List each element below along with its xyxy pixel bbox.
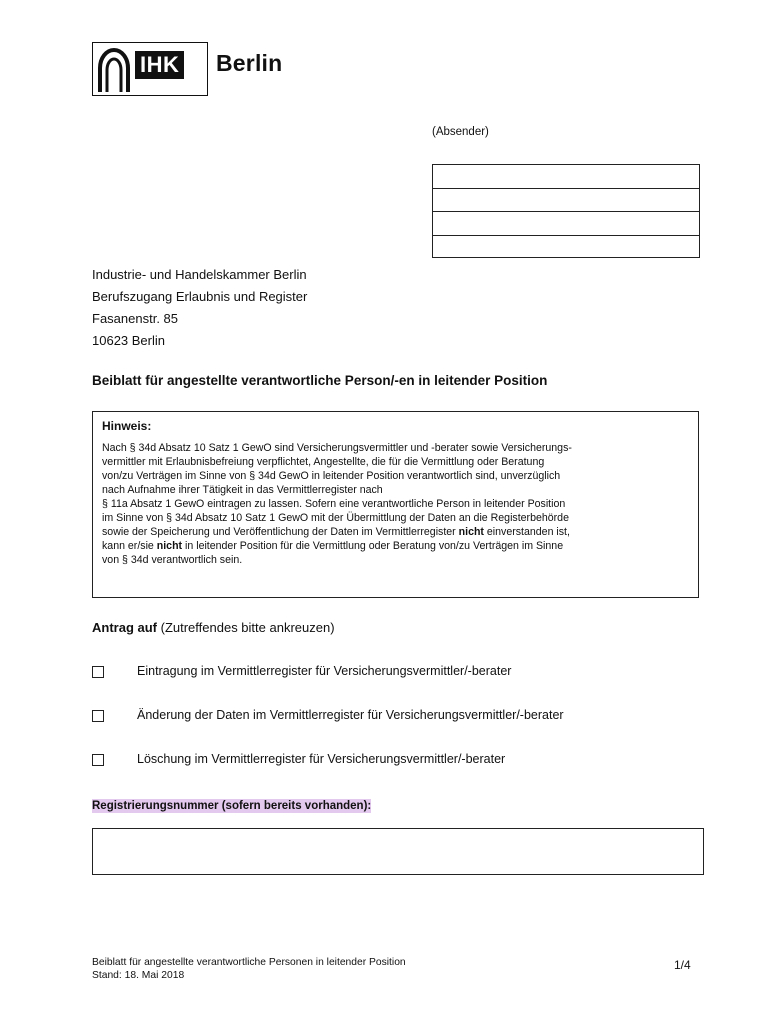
checkbox-deletion[interactable] xyxy=(92,754,104,766)
address-line: Fasanenstr. 85 xyxy=(92,311,178,326)
option-deletion[interactable] xyxy=(92,752,505,766)
page-number: 1/4 xyxy=(674,958,691,972)
notice-box xyxy=(92,411,699,598)
notice-heading: Hinweis: xyxy=(102,419,152,433)
application-heading-hint: (Zutreffendes bitte ankreuzen) xyxy=(157,620,335,635)
logo-city: Berlin xyxy=(216,50,283,76)
sender-line-1[interactable] xyxy=(433,165,699,189)
notice-text-part: in leitender Position für die Vermittlung oder Beratung von/zu Verträgen im Sinne xyxy=(182,540,564,552)
sender-line-3[interactable] xyxy=(433,212,699,236)
option-label: Änderung der Daten im Vermittlerregister für Versicherungsvermittler/-berater xyxy=(137,708,564,722)
checkbox-registration[interactable] xyxy=(92,666,104,678)
sender-label: (Absender) xyxy=(432,126,489,138)
application-heading xyxy=(92,620,335,635)
sender-line-2[interactable] xyxy=(433,189,699,213)
ihk-logo xyxy=(92,42,208,96)
notice-line: nach Aufnahme ihrer Tätigkeit in das Vermittlerregister nach xyxy=(102,484,383,496)
logo-acronym: IHK xyxy=(135,51,184,79)
notice-line: Nach § 34d Absatz 10 Satz 1 GewO sind Versicherungsvermittler und -berater sowie Versicherungs- xyxy=(102,442,572,454)
registration-number-label: Registrierungsnummer (sofern bereits vorhanden): xyxy=(92,800,372,812)
address-line: Berufszugang Erlaubnis und Register xyxy=(92,289,308,304)
notice-line: von § 34d verantwortlich sein. xyxy=(102,554,243,566)
registration-number-field[interactable] xyxy=(92,828,704,875)
notice-line: im Sinne von § 34d Absatz 10 Satz 1 GewO mit der Übermittlung der Daten an die Registerbehörde xyxy=(102,512,569,524)
notice-emphasis: nicht xyxy=(156,540,183,552)
option-registration[interactable] xyxy=(92,664,511,678)
address-line: Industrie- und Handelskammer Berlin xyxy=(92,267,307,282)
application-heading-bold: Antrag auf xyxy=(92,620,157,635)
arch-logo-icon xyxy=(97,46,131,92)
footer-title: Beiblatt für angestellte verantwortliche Personen in leitender Position xyxy=(92,957,406,968)
notice-text-part: sowie der Speicherung und Veröffentlichung der Daten im Vermittlerregister xyxy=(102,526,459,538)
option-label: Eintragung im Vermittlerregister für Versicherungsvermittler/-berater xyxy=(137,664,512,678)
notice-line xyxy=(102,539,689,553)
notice-line: vermittler mit Erlaubnisbefreiung verpflichtet, Angestellte, die für die Vermittlung oder Beratung xyxy=(102,456,545,468)
notice-text xyxy=(102,441,689,567)
notice-emphasis: nicht xyxy=(458,526,484,538)
option-change[interactable] xyxy=(92,708,564,722)
notice-line: § 11a Absatz 1 GewO eintragen zu lassen. Sofern eine verantwortliche Person in leitender Position xyxy=(102,498,566,510)
footer-date: Stand: 18. Mai 2018 xyxy=(92,970,185,981)
sender-line-4[interactable] xyxy=(433,236,699,260)
option-label: Löschung im Vermittlerregister für Versicherungsvermittler/-berater xyxy=(137,752,506,766)
address-line: 10623 Berlin xyxy=(92,333,165,348)
recipient-address xyxy=(92,264,307,352)
notice-line xyxy=(102,525,689,539)
notice-text-part: kann er/sie xyxy=(102,540,157,552)
checkbox-change[interactable] xyxy=(92,710,104,722)
notice-text-part: einverstanden ist, xyxy=(483,526,570,538)
document-title: Beiblatt für angestellte verantwortliche Person/-en in leitender Position xyxy=(92,373,548,388)
notice-line: von/zu Verträgen im Sinne von § 34d GewO in leitender Position verantwortlich sind, unverzüglich xyxy=(102,470,561,482)
sender-box xyxy=(432,164,700,258)
footer xyxy=(92,956,406,982)
